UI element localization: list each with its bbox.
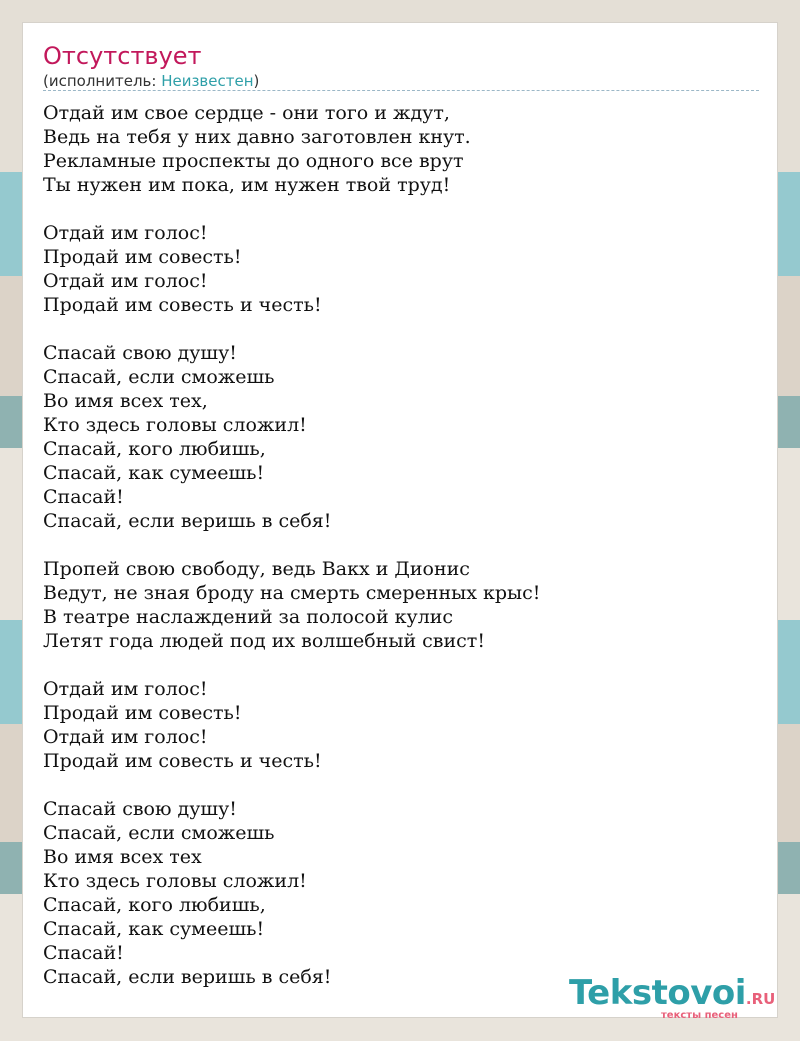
- artist-link[interactable]: Неизвестен: [161, 72, 254, 90]
- artist-line: [43, 71, 259, 91]
- song-title: Отсутствует: [43, 42, 202, 70]
- artist-suffix: ): [253, 72, 260, 90]
- site-logo[interactable]: [569, 973, 776, 1021]
- artist-prefix: (исполнитель:: [43, 72, 162, 90]
- logo-main-text: Tekstovoi: [569, 973, 746, 1013]
- lyrics-text: Отдай им свое сердце - они того и ждут, Ведь на тебя у них давно заготовлен кнут. Рекламные проспекты до одного все врут Ты нужен им пока, им нужен твой труд! Отдай им голос! Продай им совесть! Отдай им голос! Продай им совесть и честь! Спасай свою душу! Спасай, если сможешь Во имя всех тех, Кто здесь головы сложил! Спасай, кого любишь, Спасай, как сумеешь! Спасай! Спасай, если веришь в себя! Пропей свою свободу, ведь Вакх и Дионис Ведут, не зная броду на смерть смеренных крыс! В театре наслаждений за полосой кулис Летят года людей под их волшебный свист! Отдай им голос! Продай им совесть! Отдай им голос! Продай им совесть и честь! Спасай свою душу! Спасай, если сможешь Во имя всех тех Кто здесь головы сложил! Спасай, кого любишь, Спасай, как сумеешь! Спасай! Спасай, если веришь в себя!: [43, 102, 541, 988]
- title-divider: [43, 90, 759, 91]
- logo-domain-suffix: .RU: [745, 990, 776, 1008]
- logo-tagline: тексты песен: [661, 1010, 738, 1021]
- lyrics-card: [22, 22, 778, 1021]
